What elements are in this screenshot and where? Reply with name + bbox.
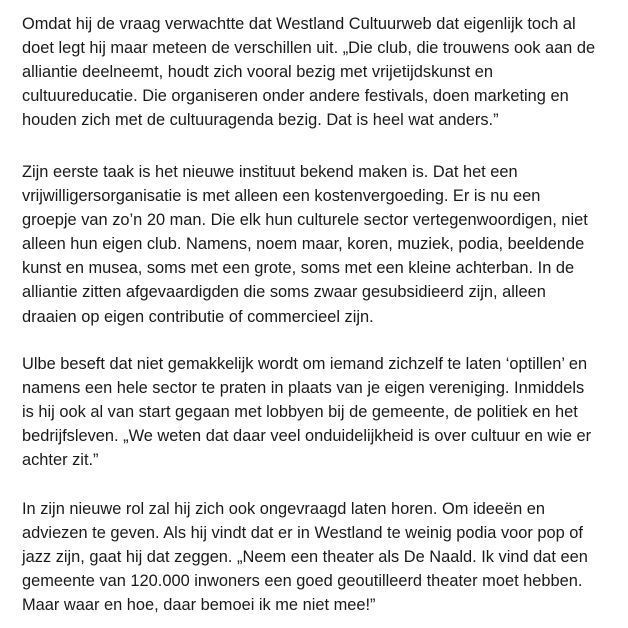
text-line: draaien op eigen contributie of commercieel zijn. bbox=[22, 307, 374, 326]
text-line: Maar waar en hoe, daar bemoei ik me niet mee!” bbox=[22, 596, 376, 615]
text-line: doet legt hij maar meteen de verschillen uit. „Die club, die trouwens ook aan de bbox=[22, 39, 596, 58]
text-line: adviezen te geven. Als hij vindt dat er in Westland te weinig podia voor pop of bbox=[22, 524, 583, 543]
text-line: is hij ook al van start gegaan met lobbyen bij de gemeente, de politiek en het bbox=[22, 403, 578, 422]
text-line: vrijwilligersorganisatie is met alleen een kostenvergoeding. Er is nu een bbox=[22, 187, 541, 206]
text-line: achter zit.” bbox=[22, 451, 99, 470]
text-line: alliantie zitten afgevaardigden die soms zwaar gesubsidieerd zijn, alleen bbox=[22, 283, 546, 302]
text-line: bedrijfsleven. „We weten dat daar veel onduidelijkheid is over cultuur en wie er bbox=[22, 427, 592, 446]
text-line: Ulbe beseft dat niet gemakkelijk wordt om iemand zichzelf te laten ‘optillen’ en bbox=[22, 355, 588, 373]
text-line: groepje van zo’n 20 man. Die elk hun culturele sector vertegenwoordigen, niet bbox=[22, 211, 588, 230]
text-line: gemeente van 120.000 inwoners een goed geoutilleerd theater moet hebben. bbox=[22, 572, 583, 591]
paragraph-1 bbox=[22, 12, 622, 132]
text-line: kunst en musea, soms met een grote, soms met een kleine achterban. In de bbox=[22, 259, 575, 278]
text-line: houden zich met de cultuuragenda bezig. Dat is heel wat anders.” bbox=[22, 111, 499, 130]
paragraph-2 bbox=[22, 160, 622, 329]
text-line: alleen hun eigen club. Namens, noem maar, koren, muziek, podia, beeldende bbox=[22, 235, 585, 254]
text-line: alliantie deelneemt, houdt zich vooral bezig met vrijetijdskunst en bbox=[22, 63, 494, 82]
text-line: cultuureducatie. Die organiseren onder andere festivals, doen marketing en bbox=[22, 87, 569, 106]
text-line: Omdat hij de vraag verwachtte dat Westland Cultuurweb dat eigenlijk toch al bbox=[22, 15, 576, 33]
paragraph-4 bbox=[22, 497, 622, 617]
text-line: namens een hele sector te praten in plaats van je eigen vereniging. Inmiddels bbox=[22, 379, 585, 398]
text-line: Zijn eerste taak is het nieuwe instituut bekend maken is. Dat het een bbox=[22, 163, 518, 181]
text-line: In zijn nieuwe rol zal hij zich ook ongevraagd laten horen. Om ideeën en bbox=[22, 500, 545, 518]
paragraph-3 bbox=[22, 352, 622, 472]
text-line: jazz zijn, gaat hij dat zeggen. „Neem een theater als De Naald. Ik vind dat een bbox=[22, 548, 588, 567]
